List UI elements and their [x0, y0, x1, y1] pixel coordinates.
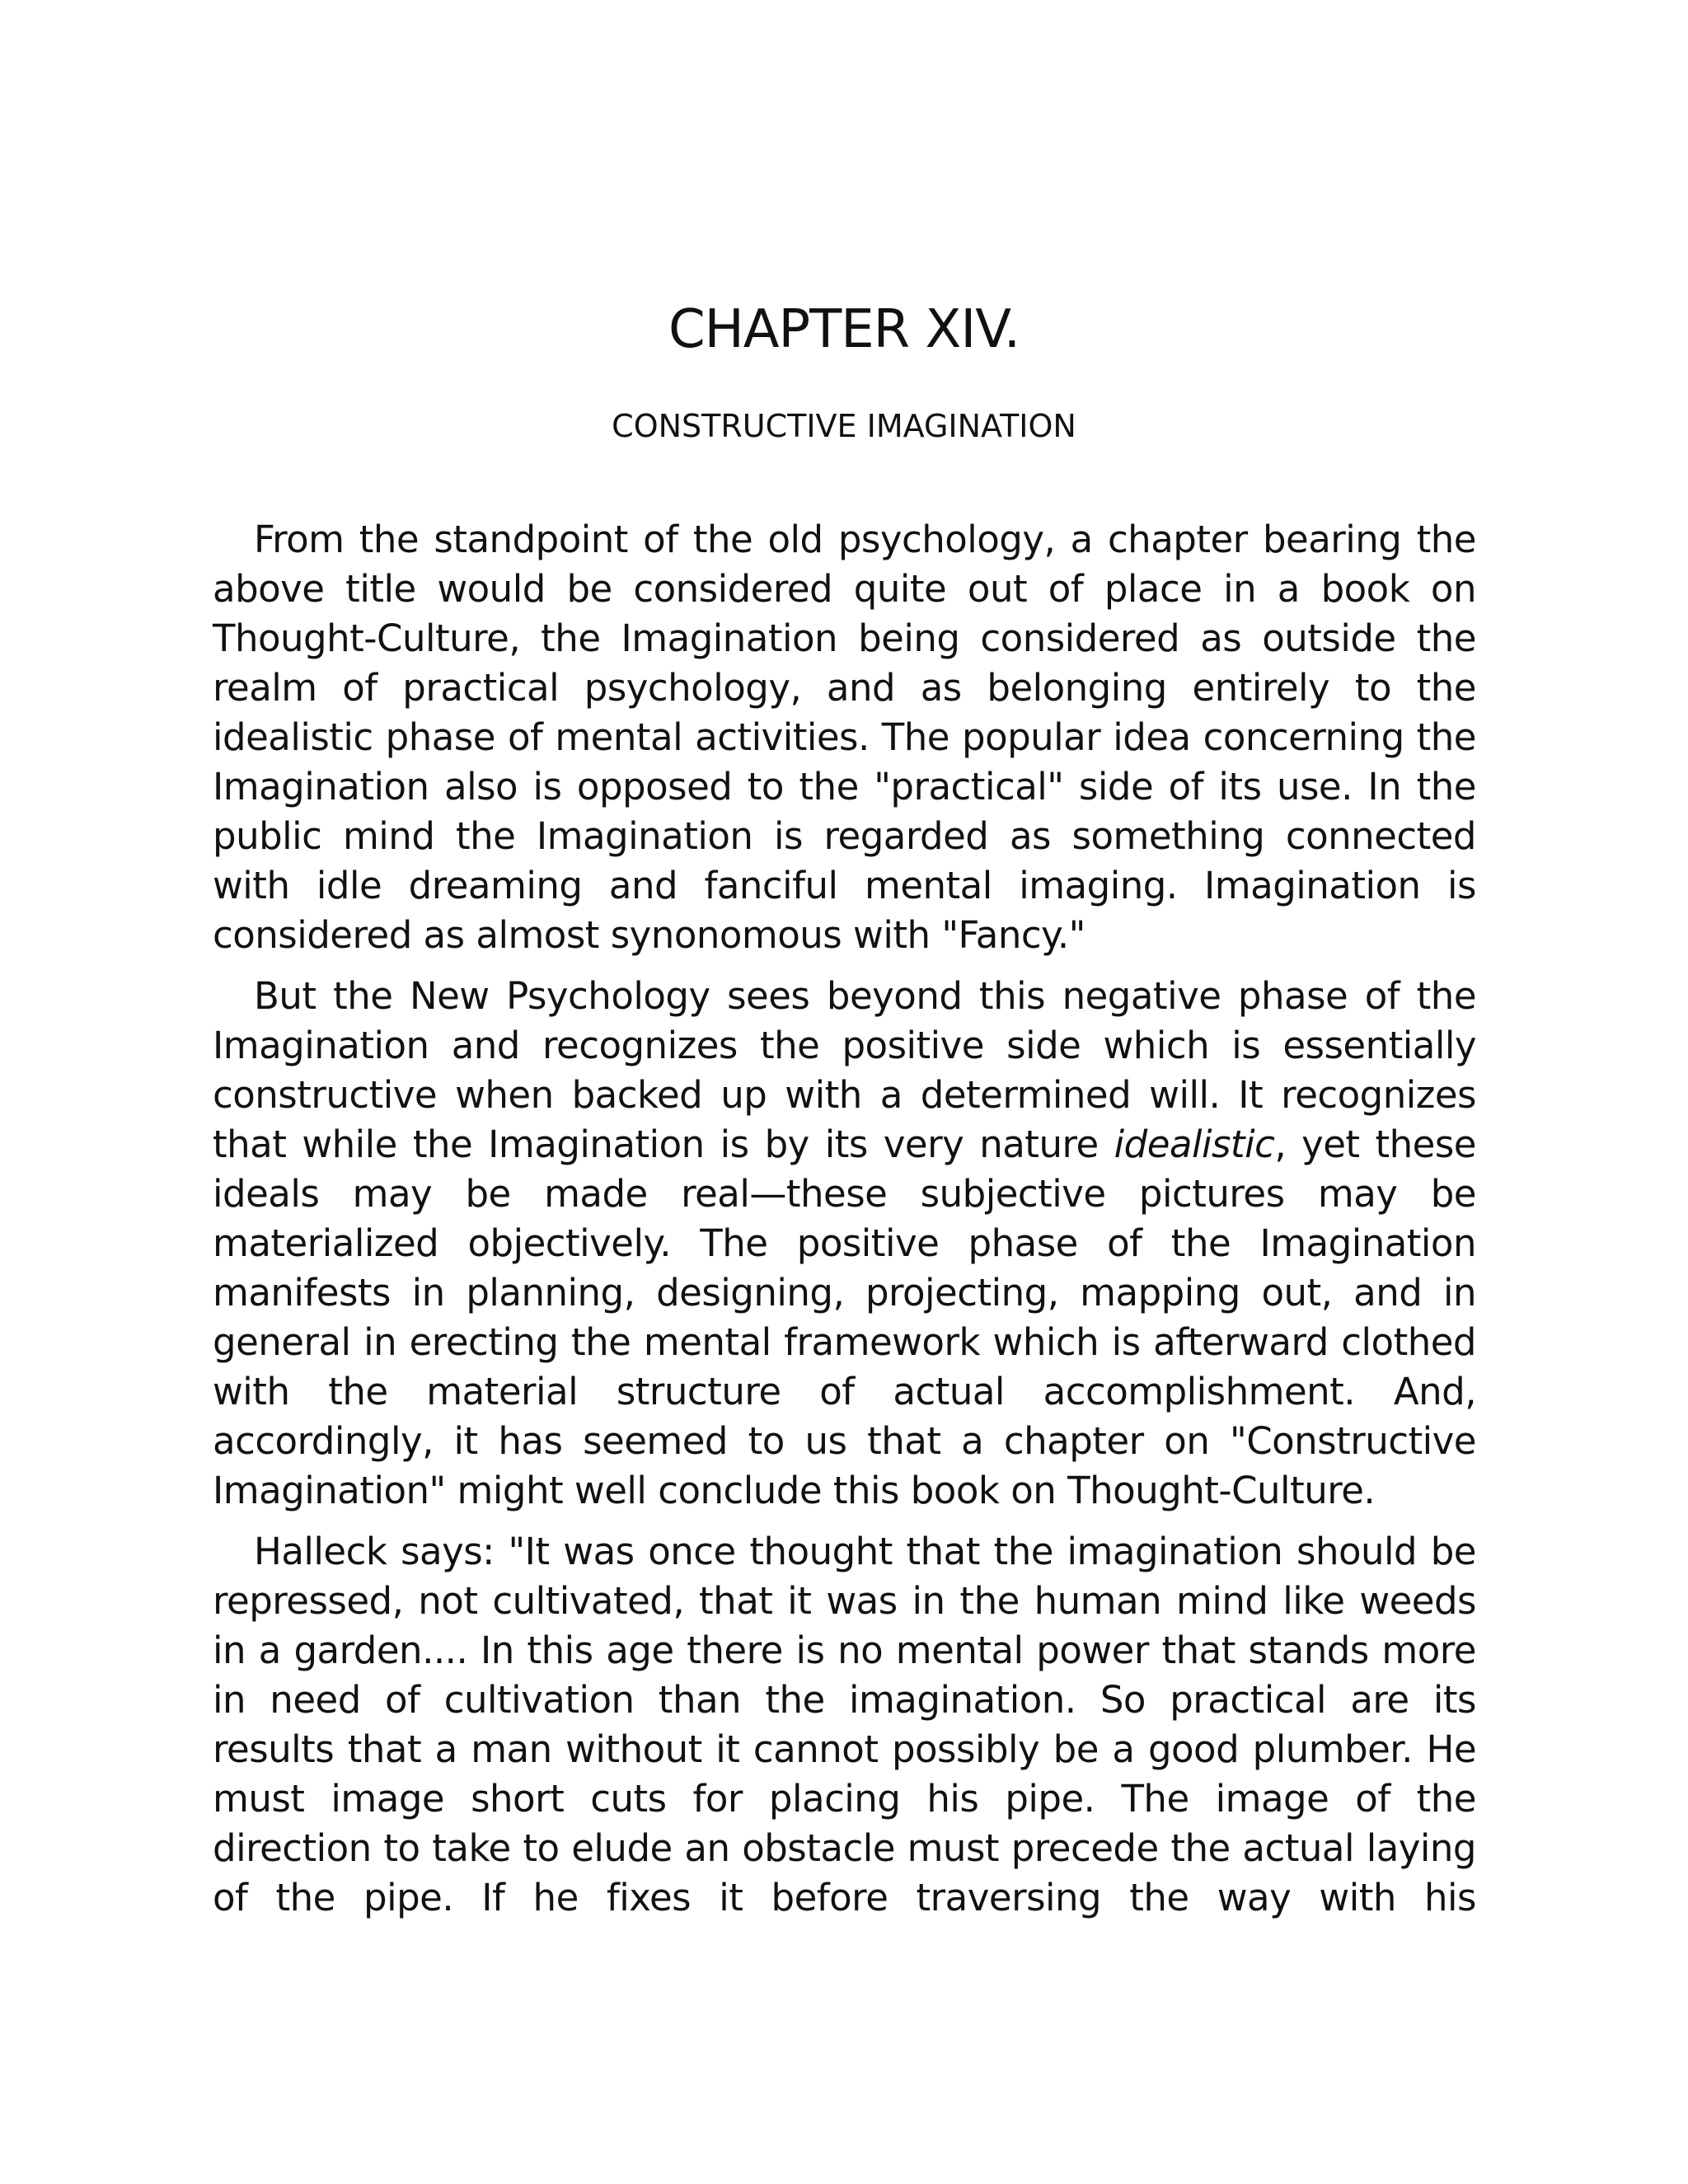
paragraph-2-text-before: But the New Psychology sees beyond this negative phase of the Imagination and recognizes the positive side which is essentially constructive when backed up with a determined will. It recognizes that while the Imagination is by its very nature [213, 974, 1476, 1166]
paragraph-1: From the standpoint of the old psychology, a chapter bearing the above title would be considered quite out of place in a book on Thought-Culture, the Imagination being considered as outside the realm of practical psychology, and as belonging entirely to the idealistic phase of mental activities. The popular idea concerning the Imagination also is opposed to the "practical" side of its use. In the public mind the Imagination is regarded as something connected with idle dreaming and fanciful mental imaging. Imagination is considered as almost synonomous with "Fancy." [213, 518, 1476, 957]
emphasized-word: idealistic [1114, 1122, 1275, 1166]
paragraph-2 [213, 972, 1476, 1516]
chapter-heading: CHAPTER XIV. [668, 299, 1020, 360]
paragraph-2-text-after: , yet these ideals may be made real—these subjective pictures may be materialized objectively. The positive phase of the Imagination manifests in planning, designing, projecting, mapping out, and in general in erecting the mental framework which is afterward clothed with the material structure of actual accomplishment. And, accordingly, it has seemed to us that a chapter on "Constructive Imagination" might well conclude this book on Thought-Culture. [213, 1122, 1476, 1512]
paragraph-3: Halleck says: "It was once thought that the imagination should be repressed, not cultivated, that it was in the human mind like weeds in a garden.... In this age there is no mental power that stands more in need of cultivation than the imagination. So practical are its results that a man without it cannot possibly be a good plumber. He must image short cuts for placing his pipe. The image of the direction to take to elude an obstacle must precede the actual laying of the pipe. If he fixes it before traversing the way with his [213, 1530, 1476, 1919]
body-text [213, 515, 1476, 1934]
chapter-subtitle: CONSTRUCTIVE IMAGINATION [612, 408, 1076, 444]
